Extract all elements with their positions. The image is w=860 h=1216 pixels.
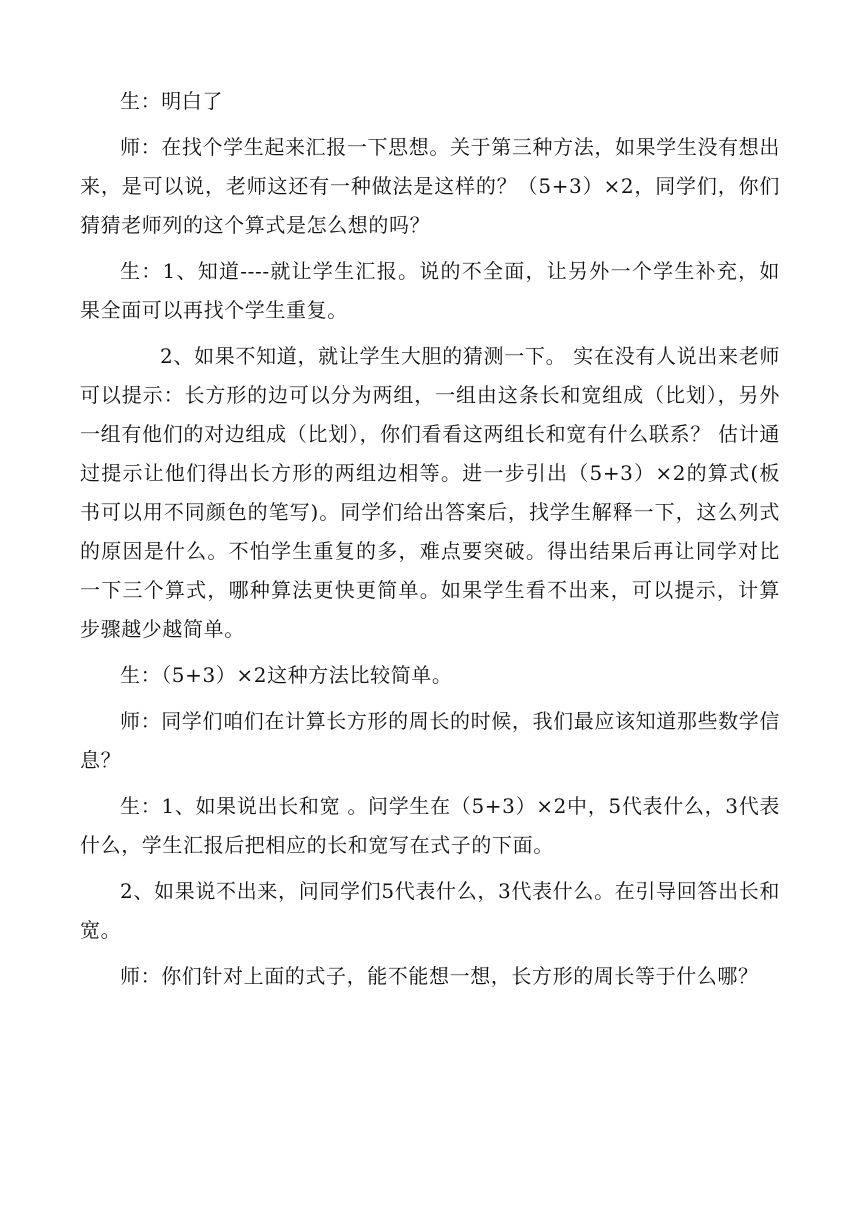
paragraph-teacher-perimeter-question: 师：你们针对上面的式子，能不能想一想，长方形的周长等于什么哪？ (120, 964, 759, 988)
paragraph-student-know: 生：1、知道----就让学生汇报。说的不全面，让另外一个学生补充，如果全面可以再找个学生重复。 (80, 259, 780, 322)
document-body (80, 82, 780, 1003)
paragraph-student-simple-method: 生：（5+3）×2这种方法比较简单。 (120, 663, 453, 687)
paragraph-student-understood: 生：明白了 (120, 89, 223, 113)
paragraph-student-length-width: 生：1、如果说出长和宽 。问学生在（5+3）×2中，5代表什么，3代表什么，学生汇报后把相应的长和宽写在式子的下面。 (80, 794, 780, 857)
paragraph-teacher-third-method: 师：在找个学生起来汇报一下思想。关于第三种方法，如果学生没有想出来，是可以说，老师这还有一种做法是这样的？（5+3）×2，同学们，你们猜猜老师列的这个算式是怎么想的吗？ (80, 135, 780, 237)
paragraph-student-cannot-say: 2、如果说不出来，问同学们5代表什么，3代表什么。在引导回答出长和宽。 (80, 879, 780, 942)
paragraph-teacher-math-info: 师：同学们咱们在计算长方形的周长的时候，我们最应该知道那些数学信息？ (80, 709, 780, 772)
paragraph-student-dont-know: 2、如果不知道，就让学生大胆的猜测一下。 实在没有人说出来老师可以提示：长方形的边可以分为两组，一组由这条长和宽组成（比划），另外一组有他们的对边组成（比划），你们看看这两组长和宽有什么联系？ 估计通过提示让他们得出长方形的两组边相等。进一步引出（5+3）×2的算式(板书可以用不同颜色的笔写)。同学们给出答案后，找学生解释一下，这么列式的原因是什么。不怕学生重复的多，难点要突破。得出结果后再让同学对比一下三个算式，哪种算法更快更简单。如果学生看不出来，可以提示，计算步骤越少越简单。 (80, 344, 780, 641)
